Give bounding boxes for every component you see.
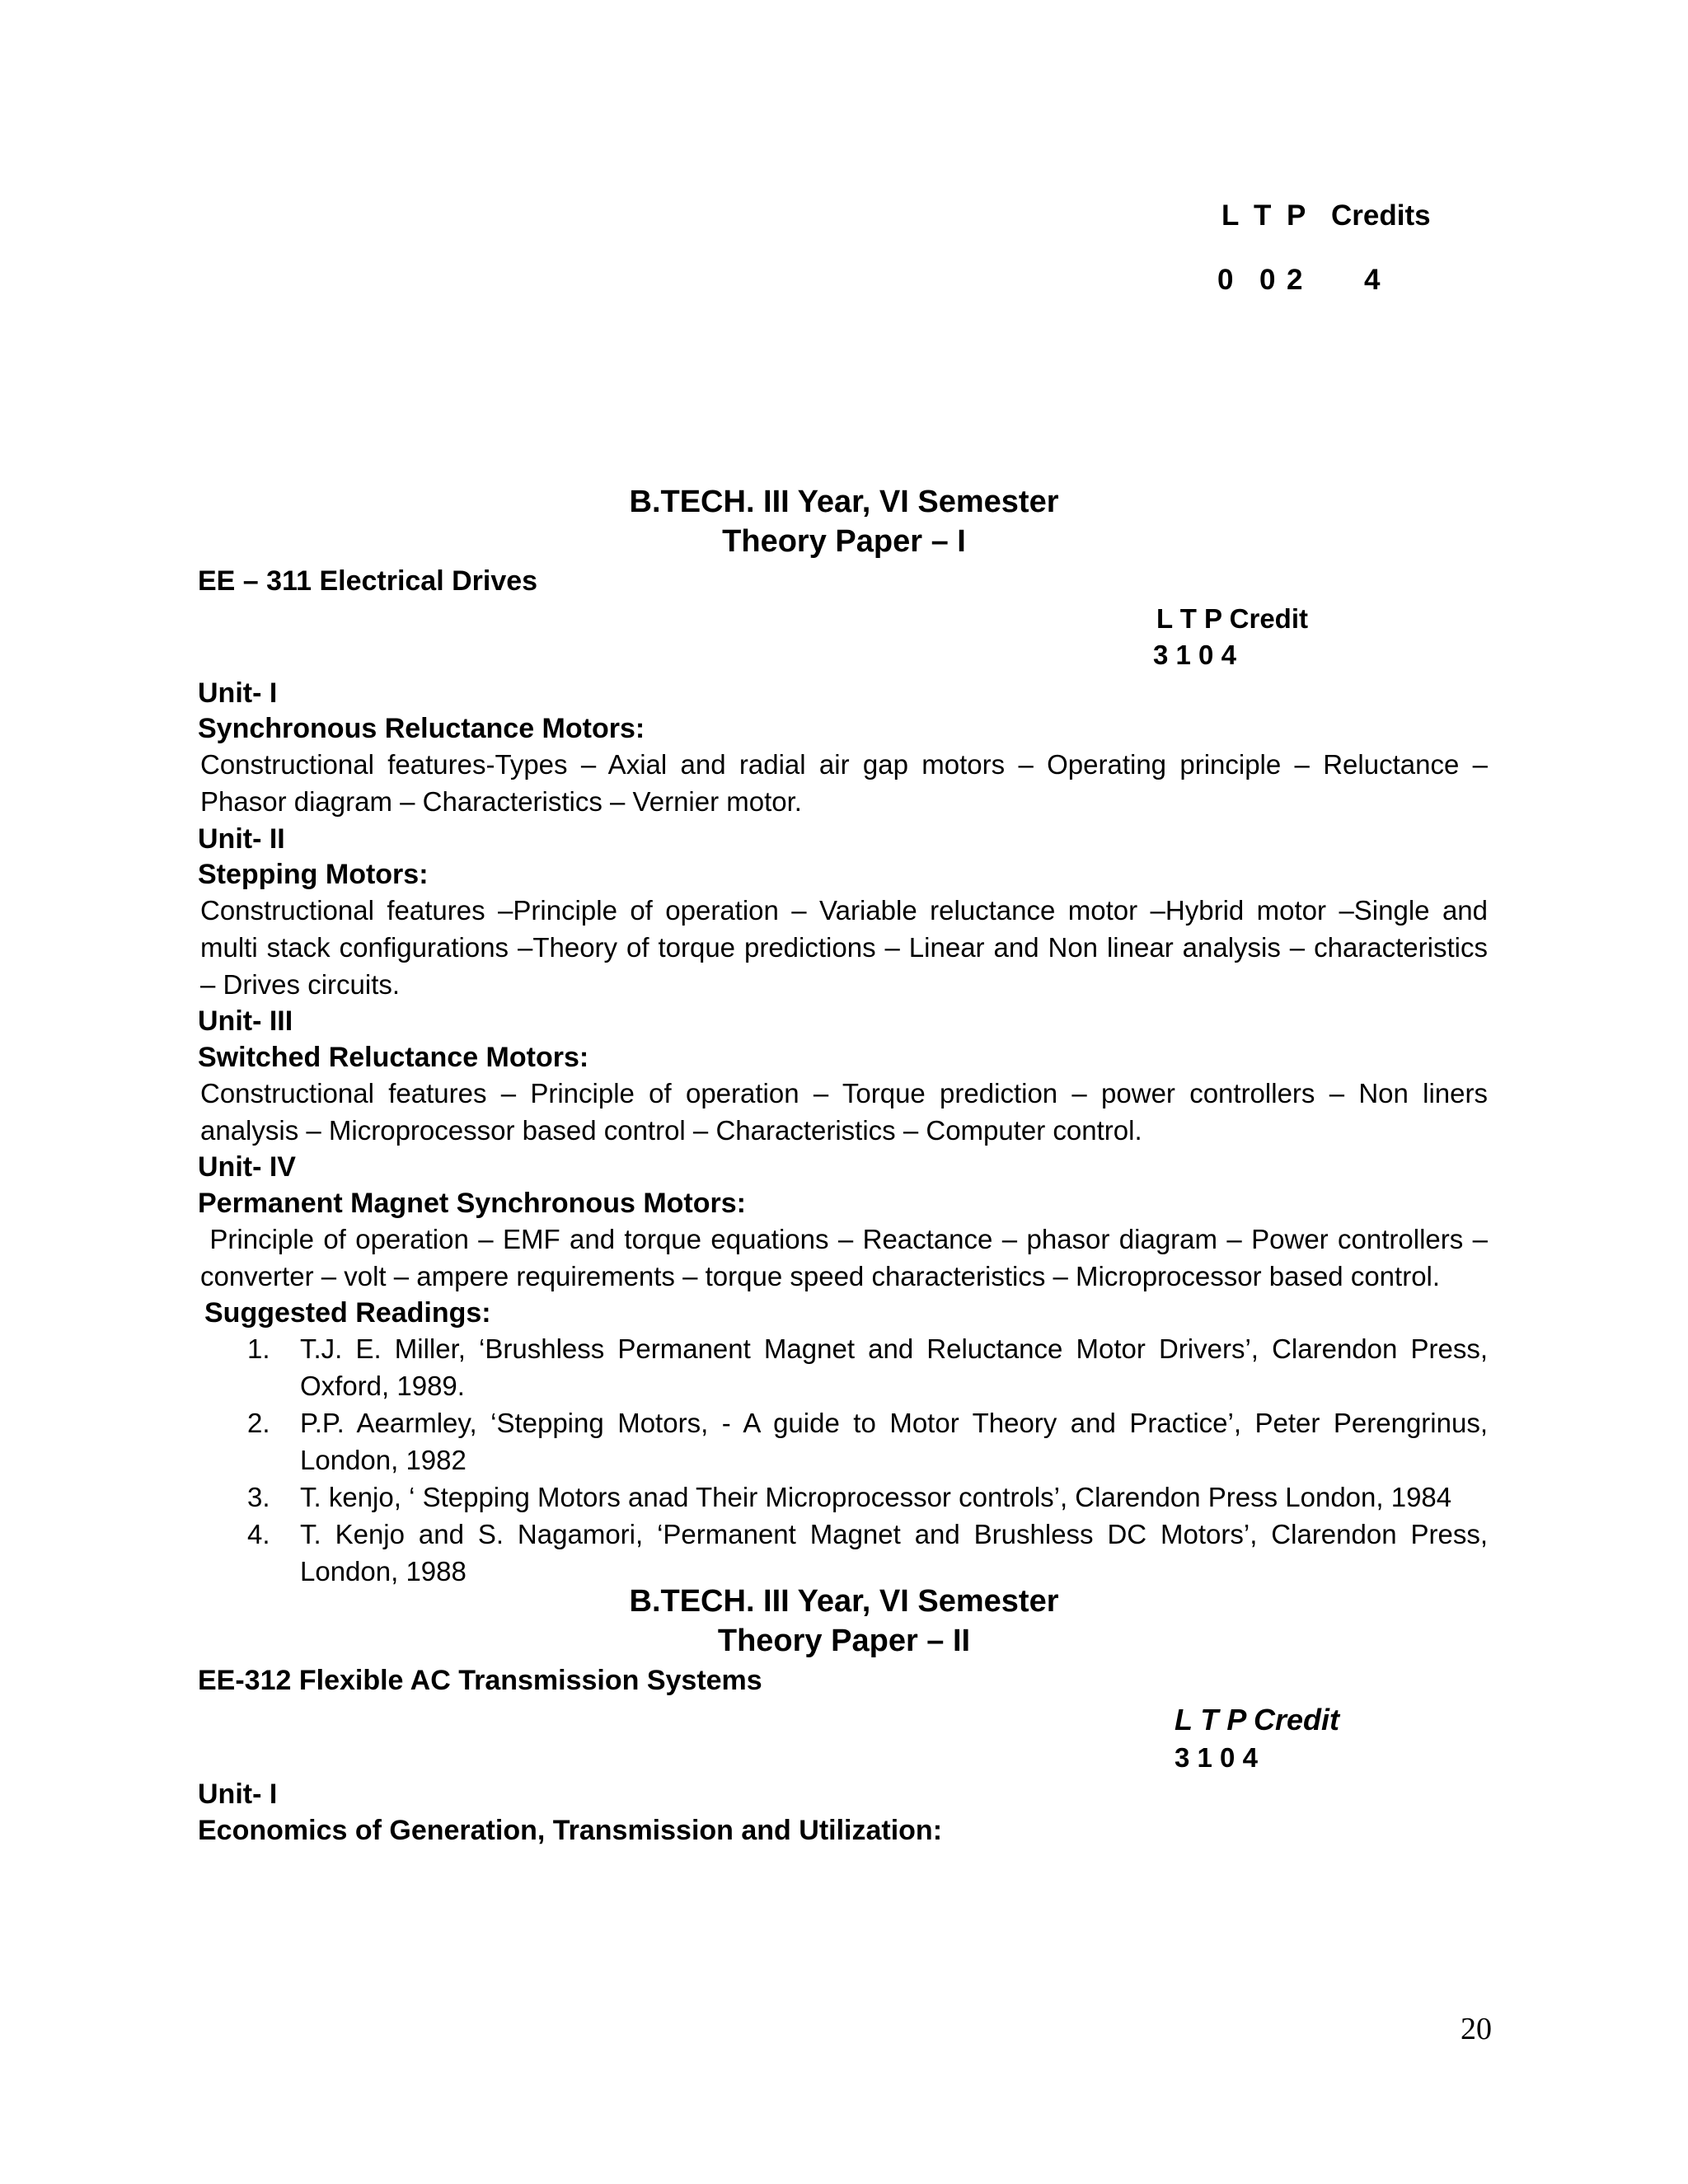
section1-course-title: EE – 311 Electrical Drives [198,565,538,597]
section2-unit-1-title: Economics of Generation, Transmission and Utilization: [198,1815,943,1846]
section1-heading-line2: Theory Paper – I [722,524,966,559]
unit-1-title: Synchronous Reluctance Motors: [198,713,645,744]
unit-1-text: Constructional features-Types – Axial and radial air gap motors – Operating principle – Reluctance – Phasor diagram – Characteristics – Vernier motor. [200,749,1488,817]
top-ltp-p-label: P [1287,199,1306,232]
top-ltp-p-value: 2 [1287,264,1303,296]
section2-heading-line2: Theory Paper – II [717,1624,971,1658]
unit-3-label: Unit- III [198,1005,293,1037]
section1-ltp-values: 3 1 0 4 [1153,640,1236,670]
section2-heading-line1: B.TECH. III Year, VI Semester [629,1584,1059,1619]
page-number: 20 [1461,2012,1492,2046]
top-ltp-credits-value: 4 [1364,264,1381,296]
section1-heading-line1: B.TECH. III Year, VI Semester [629,485,1059,519]
unit-2-text: Constructional features –Principle of operation – Variable reluctance motor –Hybrid motor –Single and multi stack configurations –Theory of torque predictions – Linear and Non linear analysis – characteristics – Drives circuits. [200,895,1488,1000]
reading-item [247,1479,1488,1516]
readings-list [247,1330,1488,1590]
unit-4-title: Permanent Magnet Synchronous Motors: [198,1188,746,1219]
unit-4-label: Unit- IV [198,1151,296,1183]
reading-number: 3. [247,1482,270,1512]
top-ltp-l-label: L [1221,199,1240,232]
top-ltp-t-value: 0 [1259,264,1276,296]
suggested-readings-title: Suggested Readings: [204,1297,491,1329]
top-ltp-credits-label: Credits [1331,199,1431,232]
reading-text: T. kenjo, ‘ Stepping Motors anad Their Microprocessor controls’, Clarendon Press London, 1984 [300,1482,1452,1512]
top-ltp-t-label: T [1254,199,1272,232]
unit-3-text: Constructional features – Principle of operation – Torque prediction – power controllers – Non liners analysis – Microprocessor based control – Characteristics – Computer control. [200,1078,1488,1146]
reading-item [247,1516,1488,1590]
reading-item [247,1330,1488,1404]
reading-number: 2. [247,1408,270,1438]
section2-course-title: EE-312 Flexible AC Transmission Systems [198,1665,762,1696]
section2-ltp-values: 3 1 0 4 [1175,1742,1258,1773]
top-ltp-l-value: 0 [1217,264,1234,296]
section2-ltp-header: L T P Credit [1175,1703,1340,1736]
reading-text: P.P. Aearmley, ‘Stepping Motors, - A guide to Motor Theory and Practice’, Peter Perengrinus, London, 1982 [300,1408,1488,1475]
unit-2-title: Stepping Motors: [198,859,429,890]
unit-3-title: Switched Reluctance Motors: [198,1042,589,1073]
unit-2-label: Unit- II [198,823,285,855]
reading-text: T. Kenjo and S. Nagamori, ‘Permanent Magnet and Brushless DC Motors’, Clarendon Press, London, 1988 [300,1519,1488,1586]
unit-4-text: Principle of operation – EMF and torque equations – Reactance – phasor diagram – Power controllers – converter – volt – ampere requirements – torque speed characteristics – Microprocessor based control. [200,1224,1496,1291]
reading-number: 1. [247,1333,270,1364]
reading-item [247,1404,1488,1479]
reading-number: 4. [247,1519,270,1549]
section2-unit-1-label: Unit- I [198,1779,278,1810]
reading-text: T.J. E. Miller, ‘Brushless Permanent Magnet and Reluctance Motor Drivers’, Clarendon Press, Oxford, 1989. [300,1333,1488,1401]
unit-1-label: Unit- I [198,677,278,709]
section1-ltp-header: L T P Credit [1156,603,1308,634]
